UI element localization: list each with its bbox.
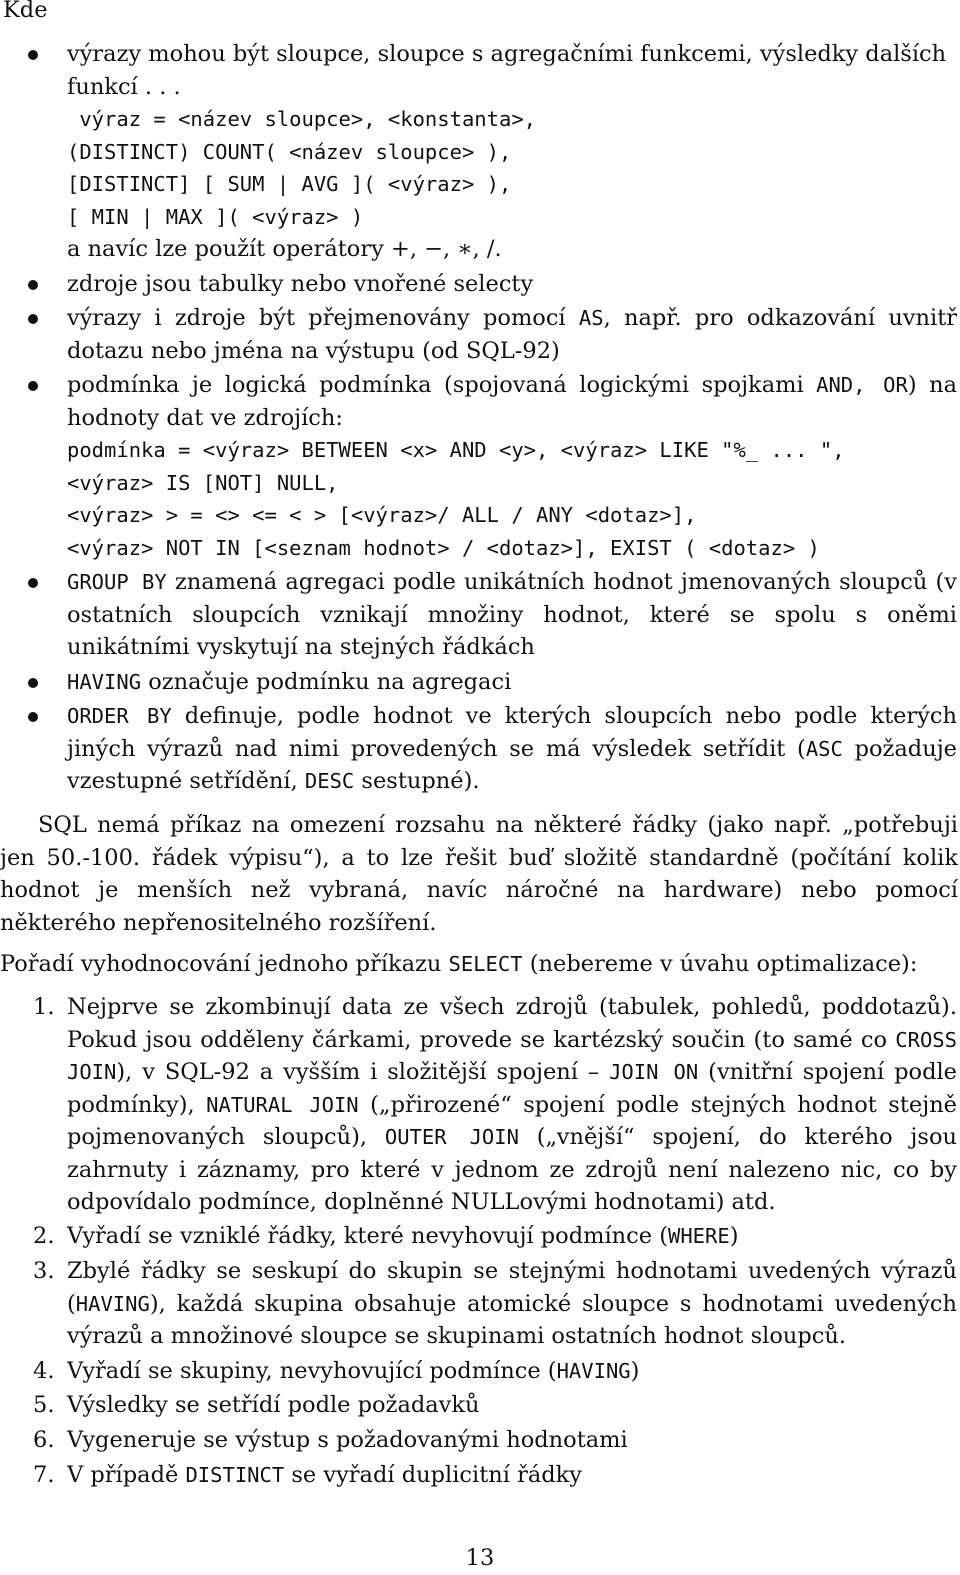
list-number: 1. xyxy=(33,994,55,1020)
list-number: 7. xyxy=(33,1462,55,1488)
code-line: <výraz> IS [NOT] NULL, xyxy=(67,470,339,495)
list-number: 4. xyxy=(33,1358,55,1384)
list-item: V případě DISTINCT se vyřadí duplicitní řádky xyxy=(67,1462,582,1488)
bullet-aliases: výrazy i zdroje být přejmenovány pomocí AS, např. pro odkazování uvnitř dotazu nebo jména na výstupu (od SQL-92) xyxy=(67,305,958,364)
list-item: Vyřadí se skupiny, nevyhovující podmínce (HAVING) xyxy=(67,1358,640,1384)
code-line: podmínka = <výraz> BETWEEN <x> AND <y>, <výraz> LIKE "%_ ... ", xyxy=(67,438,845,462)
page-number: 13 xyxy=(465,1545,495,1571)
list-number: 3. xyxy=(33,1258,55,1284)
bullet-group-by: GROUP BY znamená agregaci podle unikátních hodnot jmenovaných sloupců (v ostatních sloupcích vznikají množiny hodnot, které se spolu s oněmi unikátními vyskytují na stejných řádkách xyxy=(67,569,957,660)
expressions-line2: funkcí . . . xyxy=(67,73,181,100)
paragraph-no-limit: SQL nemá příkaz na omezení rozsahu na některé řádky (jako např. „potřebuji jen 50.-100. řádek výpisu“), a to lze řešit buď složitě standardně (počítání kolik hodnot je menších než vybraná, navíc náročné na hardware) nebo pomocí některého nepřenositelného rozšíření. xyxy=(0,812,958,936)
code-line: <výraz> > = <> <= < > [<výraz>/ ALL / ANY <dotaz>], xyxy=(67,503,697,527)
expressions-line1: výrazy mohou být sloupce, sloupce s agregačními funkcemi, výsledky dalších xyxy=(67,41,947,67)
bullet-icon xyxy=(28,381,38,391)
bullet-sources: zdroje jsou tabulky nebo vnořené selecty xyxy=(67,271,534,297)
list-number: 6. xyxy=(33,1427,55,1453)
list-item: Nejprve se zkombinují data ze všech zdrojů (tabulek, pohledů, poddotazů). Pokud jsou odděleny čárkami, provede se kartézský součin (to samé co CROSS JOIN), v SQL-92 a vyšším i složitější spojení – JOIN ON (vnitřní spojení podle podmínky), NATURAL JOIN („přirozené“ spojení podle stejných hodnot stejně pojmenovaných sloupců), OUTER JOIN („vnější“ spojení, do kterého jsou zahrnuty i záznamy, pro které v jednom ze zdrojů není nalezeno nic, co by odpovídalo podmínce, doplněnné NULLovými hodnotami) atd. xyxy=(67,994,957,1215)
bullet-icon xyxy=(28,678,38,688)
code-line: [DISTINCT] [ SUM | AVG ]( <výraz> ), xyxy=(67,172,512,196)
code-line: <výraz> NOT IN [<seznam hodnot> / <dotaz>], EXIST ( <dotaz> ) xyxy=(67,535,820,560)
code-line: [ MIN | MAX ]( <výraz> ) xyxy=(67,204,364,229)
list-item: Výsledky se setřídí podle požadavků xyxy=(67,1392,480,1418)
list-number: 2. xyxy=(33,1223,55,1249)
code-line: výraz = <název sloupce>, <konstanta>, xyxy=(67,107,536,131)
list-item: Vygeneruje se výstup s požadovanými hodnotami xyxy=(67,1427,628,1453)
condition-text: podmínka je logická podmínka (spojovaná logickými spojkami AND, OR) na hodnoty dat ve zdrojích: xyxy=(67,372,957,431)
bullet-icon xyxy=(28,314,38,324)
bullet-icon xyxy=(28,50,38,60)
code-line: (DISTINCT) COUNT( <název sloupce> ), xyxy=(67,139,512,164)
operators-note: a navíc lze použít operátory +, −, ∗, /. xyxy=(67,236,502,262)
list-item: Vyřadí se vzniklé řádky, které nevyhovují podmínce (WHERE) xyxy=(67,1223,739,1249)
bullet-order-by: ORDER BY definuje, podle hodnot ve kterých sloupcích nebo podle kterých jiných výrazů nad nimi provedených se má výsledek setřídit (ASC požaduje vzestupné setřídění, DESC sestupné). xyxy=(67,703,957,794)
bullet-condition xyxy=(67,369,957,564)
paragraph-evaluation-order: Pořadí vyhodnocování jednoho příkazu SELECT (nebereme v úvahu optimalizace): xyxy=(0,951,918,977)
section-heading: Kde xyxy=(3,0,48,23)
bullet-icon xyxy=(28,712,38,722)
list-number: 5. xyxy=(33,1392,55,1418)
bullet-expressions xyxy=(67,38,957,266)
bullet-icon xyxy=(28,280,38,290)
bullet-having: HAVING označuje podmínku na agregaci xyxy=(67,669,512,695)
bullet-icon xyxy=(28,578,38,588)
list-item: Zbylé řádky se seskupí do skupin se stejnými hodnotami uvedených výrazů (HAVING), každá skupina obsahuje atomické sloupce s hodnotami uvedených výrazů a množinové sloupce se skupinami ostatních hodnot sloupců. xyxy=(67,1258,957,1349)
